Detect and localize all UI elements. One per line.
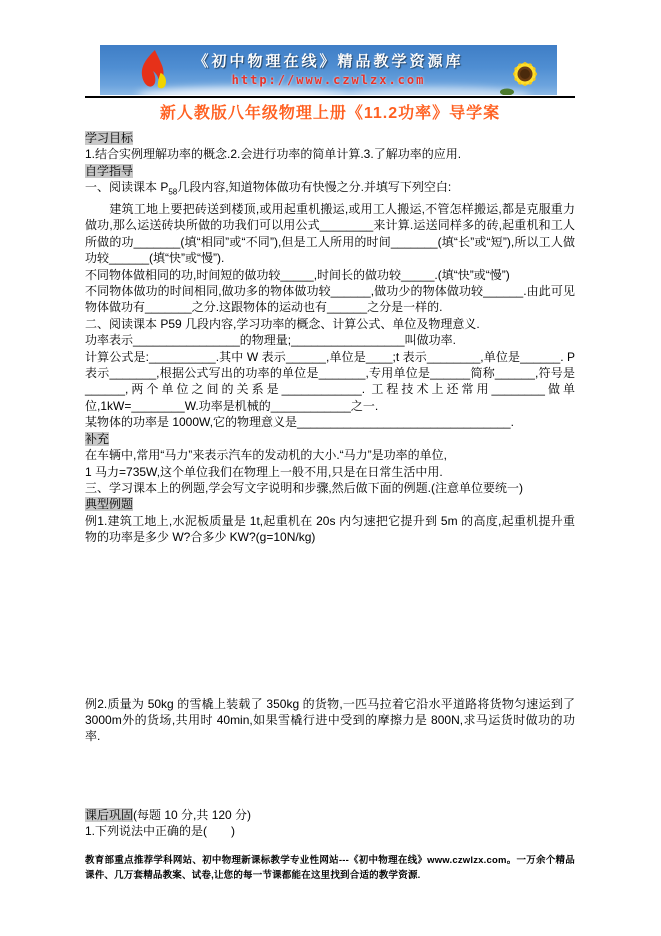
example-1-text: 例1.建筑工地上,水泥板质量是 1t,起重机在 20s 内匀速把它提升到 5m 的高度,起重机提升重物的功率是多少 W?合多少 KW?(g=10N/kg) bbox=[85, 513, 575, 545]
page-title: 新人教版八年级物理上册《11.2功率》导学案 bbox=[159, 105, 501, 122]
fill-blank-same-work: 不同物体做相同的功,时间短的做功较_____,时间长的做功较_____.(填“快”或“慢”) bbox=[85, 267, 510, 282]
site-url: http://www.czwlzx.com bbox=[231, 73, 426, 87]
read-textbook-p59-line: 二、阅读课本 P59 几段内容,学习功率的概念、计算公式、单位及物理意义. bbox=[85, 316, 480, 331]
study-examples-instruction: 三、学习课本上的例题,学会写文字说明和步骤,然后做下面的例题.(注意单位要统一) bbox=[85, 480, 523, 495]
section-heading-learning-goals: 学习目标 bbox=[85, 131, 134, 145]
footer-text: 教育部重点推荐学科网站、初中物理新课标教学专业性网站---《初中物理在线》www.czwlzx.com。一万余个精品课件、几万套精品教案、试卷,让您的每一节课都能在这里找到合适的教学资源. bbox=[85, 855, 575, 881]
question-1-text: 1.下列说法中正确的是( ) bbox=[85, 824, 236, 839]
power-formula-blanks: 计算公式是:__________.其中 W 表示______,单位是____;t 表示________,单位是______. P 表示_______,根据公式写出的功率的单位是_______,专用单位是______简称______,符号是______,两个单位之间的关系是____________. 工程技术上还常用________做单位,1kW=________W.功率是机械的____________之一. bbox=[85, 349, 575, 413]
horsepower-note-line1: 在车辆中,常用“马力”来表示汽车的发动机的大小.“马力”是功率的单位, bbox=[85, 448, 447, 463]
horsepower-note-line2: 1 马力=735W,这个单位我们在物理上一般不用,只是在日常生活中用. bbox=[85, 464, 443, 479]
read-textbook-p58-line: 一、阅读课本 $P_{58}$几段内容,知道物体做功有快慢之分.并填写下列空白: bbox=[85, 180, 452, 197]
power-definition-blank: 功率表示________________的物理量;_________________叫做功率. bbox=[85, 333, 456, 348]
page-number-subscript: 58 bbox=[168, 187, 178, 197]
fill-blank-same-time: 不同物体做功的时间相同,做功多的物体做功较______,做功少的物体做功较______.由此可见物体做功有_______之分.这跟物体的运动也有______之分是一样的. bbox=[85, 284, 575, 315]
header-divider bbox=[85, 96, 575, 98]
section-heading-homework: 课后巩固(每题 10 分,共 120 分) bbox=[85, 807, 252, 822]
section-heading-typical-examples: 典型例题 bbox=[85, 497, 134, 512]
site-banner bbox=[100, 45, 557, 95]
power-meaning-blank: 某物体的功率是 1000W,它的物理意义是________________________________. bbox=[85, 415, 514, 430]
fill-blank-construction-paragraph: 建筑工地上要把砖送到楼顶,或用起重机搬运,或用工人搬运,不管怎样搬运,都是克服重力做功,那么运送砖块所做的功我们可以用公式________来计算.运送同样多的砖,起重机和工人所做的功_______(填“相同”或“不同”),但是工人所用的时间_______(填“长”或“短”),所以工人做功较______(填“快”或“慢”). bbox=[85, 202, 575, 266]
site-title: 《初中物理在线》精品教学资源库 bbox=[193, 53, 464, 70]
section-heading-supplement: 补充 bbox=[85, 431, 110, 446]
banner-text-block bbox=[100, 50, 557, 87]
section-heading-self-study: 自学指导 bbox=[85, 163, 134, 178]
sunflower-icon bbox=[499, 50, 549, 95]
worksheet-content bbox=[85, 104, 575, 840]
example-2-text: 例2.质量为 50kg 的雪橇上装载了 350kg 的货物,一匹马拉着它沿水平道路将货物匀速运到了 3000m外的货场,共用时 40min,如果雪橇行进中受到的摩擦力是 800N,求马运货时做功的功率. bbox=[85, 696, 575, 744]
learning-goals-text: 1.结合实例理解功率的概念.2.会进行功率的简单计算.3.了解功率的应用. bbox=[85, 147, 462, 162]
